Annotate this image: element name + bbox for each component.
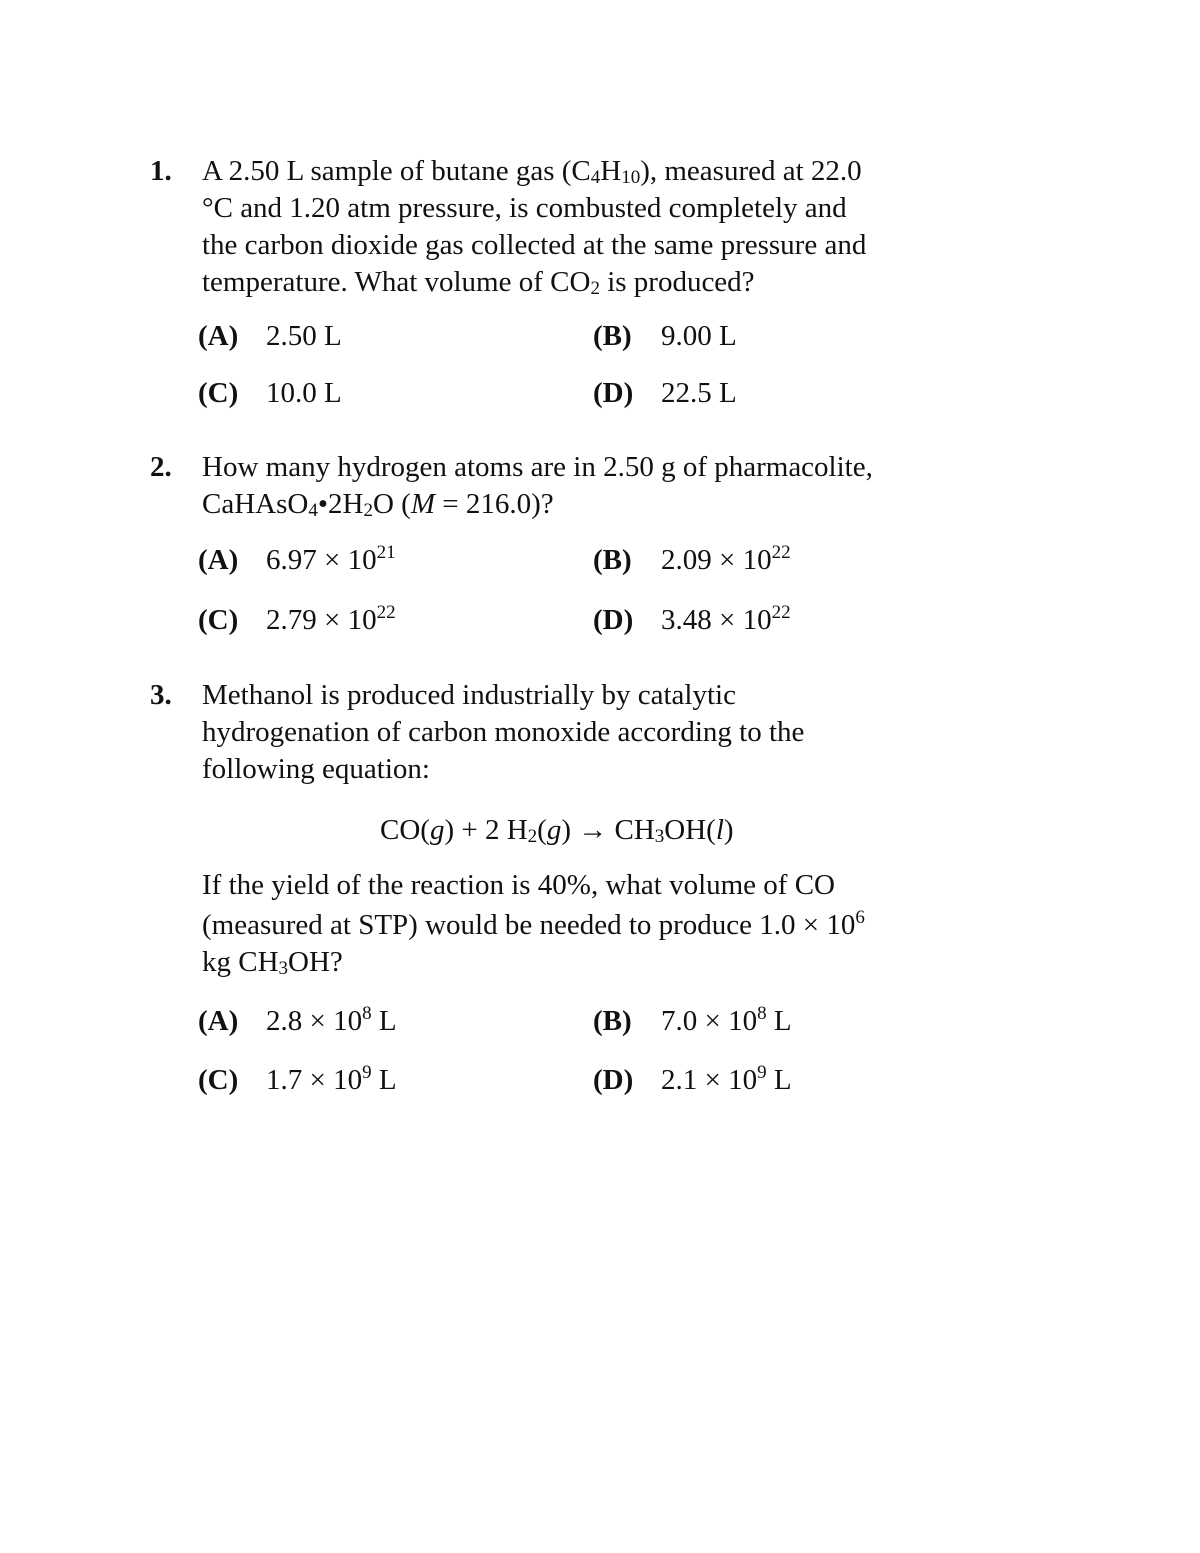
text: temperature. What volume of CO bbox=[202, 266, 591, 298]
times-sign: × bbox=[719, 544, 736, 576]
text: O ( bbox=[372, 488, 411, 520]
text: kg CH bbox=[202, 946, 279, 978]
question-line bbox=[202, 153, 962, 190]
option-exponent: 22 bbox=[771, 602, 791, 623]
text: A 2.50 L sample of butane gas (C bbox=[202, 155, 591, 187]
subscript: 3 bbox=[654, 826, 665, 847]
liquid-state: l bbox=[715, 814, 724, 846]
question-line bbox=[202, 264, 962, 301]
chemical-equation bbox=[380, 812, 734, 849]
option-base: 10 bbox=[333, 1064, 363, 1096]
option-mantissa: 2.79 bbox=[266, 604, 317, 636]
option-base: 10 bbox=[333, 1005, 363, 1037]
option-mantissa: 2.09 bbox=[661, 544, 712, 576]
option-exponent: 22 bbox=[771, 542, 791, 563]
text: (measured at STP) would be needed to produce 1.0 × 10 bbox=[202, 909, 856, 941]
option-base: 10 bbox=[347, 604, 377, 636]
question-line bbox=[202, 227, 962, 264]
question-text bbox=[202, 677, 962, 788]
question-number: 1. bbox=[150, 155, 172, 187]
option-value: 22.5 L bbox=[661, 377, 737, 409]
option-value: 9.00 L bbox=[661, 320, 737, 352]
text: °C and 1.20 atm pressure, is combusted completely and bbox=[202, 192, 847, 224]
option-letter: (C) bbox=[198, 1064, 239, 1096]
text: OH( bbox=[664, 814, 716, 846]
question-line bbox=[202, 944, 962, 981]
option-unit: L bbox=[773, 1005, 792, 1037]
subscript: 4 bbox=[590, 167, 601, 188]
option-base: 10 bbox=[728, 1064, 758, 1096]
option-letter: (D) bbox=[593, 377, 634, 409]
option-letter: (A) bbox=[198, 320, 239, 352]
question-line bbox=[202, 677, 962, 714]
times-sign: × bbox=[309, 1064, 326, 1096]
subscript: 10 bbox=[621, 167, 641, 188]
option-exponent: 9 bbox=[757, 1062, 767, 1083]
text: •2H bbox=[317, 488, 364, 520]
option-exponent: 9 bbox=[362, 1062, 372, 1083]
text: CO( bbox=[380, 814, 430, 846]
option-mantissa: 2.8 bbox=[266, 1005, 303, 1037]
question-text bbox=[202, 153, 962, 301]
option-c bbox=[198, 1062, 397, 1099]
text: Methanol is produced industrially by catalytic bbox=[202, 679, 736, 711]
option-value: 2.50 L bbox=[266, 320, 342, 352]
option-letter: (A) bbox=[198, 1005, 239, 1037]
text: = 216.0)? bbox=[434, 488, 554, 520]
gas-state: g bbox=[546, 814, 562, 846]
text: How many hydrogen atoms are in 2.50 g of pharmacolite, bbox=[202, 451, 873, 483]
option-mantissa: 2.1 bbox=[661, 1064, 698, 1096]
subscript: 2 bbox=[527, 826, 538, 847]
text: ) + 2 H bbox=[444, 814, 528, 846]
question-line bbox=[202, 190, 962, 227]
option-d bbox=[593, 375, 737, 412]
option-letter: (B) bbox=[593, 1005, 632, 1037]
text: CaHAsO bbox=[202, 488, 309, 520]
subscript: 2 bbox=[590, 278, 600, 299]
text: ) bbox=[723, 814, 734, 846]
option-letter: (B) bbox=[593, 320, 632, 352]
option-exponent: 8 bbox=[362, 1003, 372, 1024]
option-exponent: 22 bbox=[376, 602, 396, 623]
option-a bbox=[198, 1003, 397, 1040]
text: hydrogenation of carbon monoxide according to the bbox=[202, 716, 805, 748]
option-a bbox=[198, 318, 342, 355]
option-unit: L bbox=[378, 1005, 397, 1037]
subscript: 4 bbox=[308, 500, 318, 521]
gas-state: g bbox=[429, 814, 445, 846]
option-b bbox=[593, 1003, 792, 1040]
option-letter: (B) bbox=[593, 544, 632, 576]
option-c bbox=[198, 602, 396, 639]
option-b bbox=[593, 542, 791, 579]
subscript: 2 bbox=[363, 500, 373, 521]
option-c bbox=[198, 375, 342, 412]
option-exponent: 21 bbox=[376, 542, 396, 563]
option-exponent: 8 bbox=[757, 1003, 767, 1024]
text: ) → CH bbox=[561, 814, 655, 846]
text: ), measured at 22.0 bbox=[640, 155, 862, 187]
option-mantissa: 6.97 bbox=[266, 544, 317, 576]
subscript: 3 bbox=[278, 958, 289, 979]
question-number: 2. bbox=[150, 451, 172, 483]
option-mantissa: 3.48 bbox=[661, 604, 712, 636]
molar-mass-symbol: M bbox=[410, 488, 435, 520]
times-sign: × bbox=[704, 1005, 721, 1037]
text: H bbox=[600, 155, 622, 187]
option-mantissa: 7.0 bbox=[661, 1005, 698, 1037]
question-number: 3. bbox=[150, 679, 172, 711]
question-line bbox=[202, 907, 962, 944]
option-base: 10 bbox=[347, 544, 377, 576]
question-line bbox=[202, 714, 962, 751]
option-base: 10 bbox=[742, 604, 772, 636]
option-letter: (D) bbox=[593, 604, 634, 636]
question-text bbox=[202, 449, 962, 523]
question-line bbox=[202, 449, 962, 486]
times-sign: × bbox=[324, 604, 341, 636]
text: following equation: bbox=[202, 753, 430, 785]
text: ( bbox=[537, 814, 547, 846]
times-sign: × bbox=[309, 1005, 326, 1037]
exponent: 6 bbox=[855, 907, 865, 928]
option-unit: L bbox=[773, 1064, 792, 1096]
option-letter: (C) bbox=[198, 604, 239, 636]
option-b bbox=[593, 318, 737, 355]
question-line bbox=[202, 751, 962, 788]
option-d bbox=[593, 1062, 792, 1099]
question-line bbox=[202, 486, 962, 523]
times-sign: × bbox=[324, 544, 341, 576]
text: OH? bbox=[288, 946, 343, 978]
option-a bbox=[198, 542, 396, 579]
question-line bbox=[202, 867, 962, 904]
option-letter: (C) bbox=[198, 377, 239, 409]
option-mantissa: 1.7 bbox=[266, 1064, 303, 1096]
times-sign: × bbox=[719, 604, 736, 636]
text: the carbon dioxide gas collected at the same pressure and bbox=[202, 229, 867, 261]
option-letter: (D) bbox=[593, 1064, 634, 1096]
option-unit: L bbox=[378, 1064, 397, 1096]
question-text-continued bbox=[202, 867, 962, 981]
option-base: 10 bbox=[728, 1005, 758, 1037]
option-base: 10 bbox=[742, 544, 772, 576]
option-letter: (A) bbox=[198, 544, 239, 576]
text: If the yield of the reaction is 40%, what volume of CO bbox=[202, 869, 836, 901]
option-value: 10.0 L bbox=[266, 377, 342, 409]
text: is produced? bbox=[599, 266, 755, 298]
option-d bbox=[593, 602, 791, 639]
times-sign: × bbox=[704, 1064, 721, 1096]
